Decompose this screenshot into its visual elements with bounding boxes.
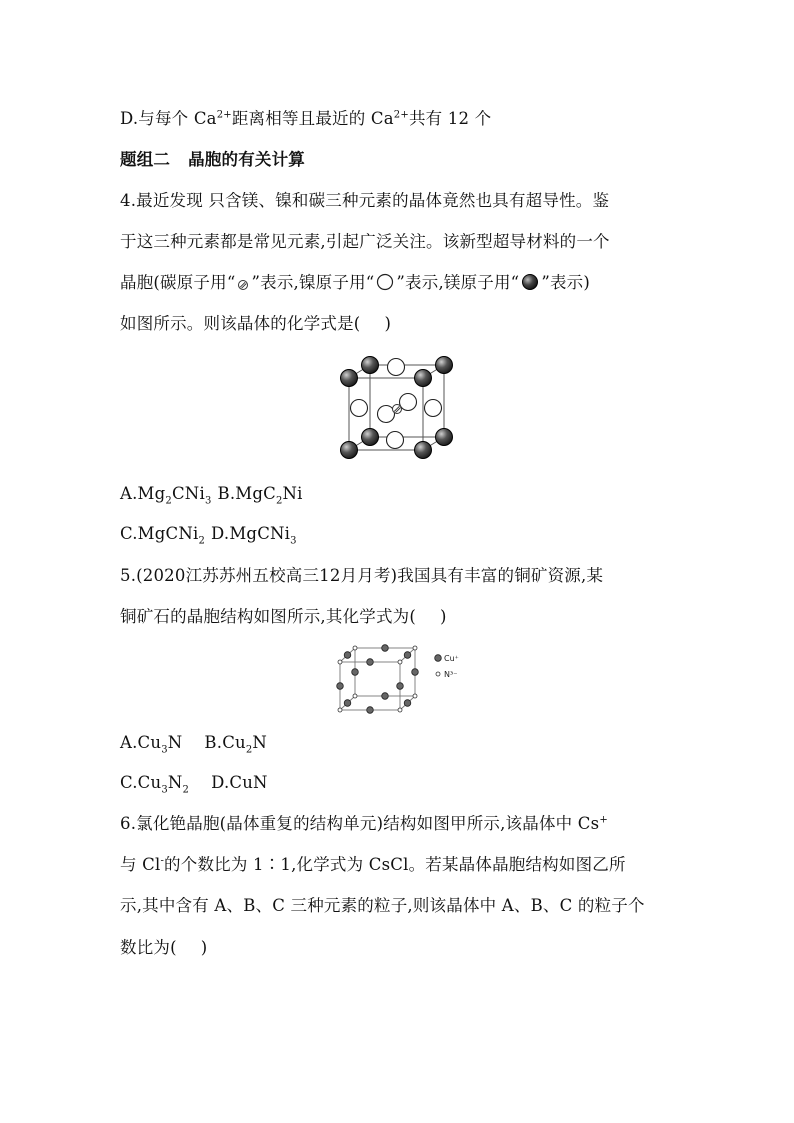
q4-options-cd: [120, 523, 680, 545]
n-ion: [413, 646, 417, 650]
mg-atom-corner: [436, 357, 453, 374]
ni-atom-front: [378, 406, 395, 423]
cu-ion: [367, 707, 374, 714]
cu-ion: [337, 683, 344, 690]
ni-atom-bottom: [387, 432, 404, 449]
n-ion: [413, 694, 417, 698]
mg-atom-corner: [341, 370, 358, 387]
q4-options-ab: [120, 483, 680, 505]
n-ion: [338, 660, 342, 664]
n-ion: [398, 660, 402, 664]
q4-unit-cell-figure: [334, 352, 464, 464]
cu-ion: [404, 652, 411, 659]
q6-line-4: 数比为( ): [120, 938, 208, 957]
q5-line-1: 5.(2020江苏苏州五校高三12月月考)我国具有丰富的铜矿资源,某: [120, 566, 604, 585]
ni-atom-top: [388, 359, 405, 376]
q6-line-2: 与 Cl-的个数比为 1∶1,化学式为 CsCl。若某晶体晶胞结构如图乙所: [120, 855, 626, 874]
cu-ion: [344, 700, 351, 707]
mg-atom-corner: [415, 370, 432, 387]
q5-option-c: $C.Cu_3N_2$: [120, 773, 190, 796]
q4-line-3: 晶胞(碳原子用“ ”表示,镍原子用“ ”表示,镁原子用“ ”表示): [120, 273, 591, 292]
q4-line-2: 于这三种元素都是常见元素,引起广泛关注。该新型超导材料的一个: [120, 232, 610, 251]
cu-ion: [367, 659, 374, 666]
mg-atom-corner: [362, 357, 379, 374]
q4-option-c: C.MgCNi$_2$: [120, 524, 206, 547]
q5-option-a: $A.Cu_3N$: [120, 733, 183, 756]
nickel-atom-icon: [376, 273, 394, 291]
cu-ion: [404, 700, 411, 707]
cu-legend-marker: [435, 655, 442, 662]
cu-legend-label: Cu⁺: [444, 654, 459, 663]
q4-option-b: B.MgC$_2$Ni: [217, 484, 303, 507]
cu-ion: [382, 645, 389, 652]
q5-option-b: $B.Cu_2N$: [204, 733, 268, 756]
q5-line-2: 铜矿石的晶胞结构如图所示,其化学式为( ): [120, 607, 447, 626]
mg-atom-corner: [415, 442, 432, 459]
q5-legend: [435, 654, 459, 679]
ni-atom-back: [400, 394, 417, 411]
n-ion: [353, 646, 357, 650]
mg-atom-corner: [362, 429, 379, 446]
q5-unit-cell-figure: [332, 643, 468, 715]
q5-options-cd: [120, 772, 680, 794]
q5-option-d: D.CuN: [211, 773, 268, 792]
q3-option-d: D.与每个 $Ca^{2+}$距离相等且最近的 $Ca^{2+}$共有 12 个: [120, 109, 492, 128]
ni-atom-left: [351, 400, 368, 417]
q6-line-1: 6.氯化铯晶胞(晶体重复的结构单元)结构如图甲所示,该晶体中 Cs+: [120, 814, 608, 833]
magnesium-atom-icon: [521, 273, 539, 291]
cu-ion: [344, 652, 351, 659]
section-heading: 题组二 晶胞的有关计算: [120, 150, 306, 169]
cu-ion: [412, 669, 419, 676]
n-legend-marker: [436, 672, 440, 676]
mg-atom-corner: [436, 429, 453, 446]
q6-line-3: 示,其中含有 A、B、C 三种元素的粒子,则该晶体中 A、B、C 的粒子个: [120, 896, 645, 915]
cu-ion: [382, 693, 389, 700]
ni-atom-right: [425, 400, 442, 417]
carbon-atom-icon: [237, 279, 249, 291]
q4-option-d: D.MgCNi$_3$: [211, 524, 297, 547]
n-ion: [338, 708, 342, 712]
c-atom-center: [393, 405, 402, 414]
q4-line-4: 如图所示。则该晶体的化学式是( ): [120, 314, 392, 333]
n-ion: [398, 708, 402, 712]
cu-ion: [397, 683, 404, 690]
q4-line-1: 4.最近发现 只含镁、镍和碳三种元素的晶体竟然也具有超导性。鉴: [120, 191, 610, 210]
cu-ion: [352, 669, 359, 676]
mg-atom-corner: [341, 442, 358, 459]
n-legend-label: N³⁻: [444, 670, 458, 679]
q5-options-ab: [120, 732, 680, 754]
q4-option-a: $A.Mg_2CNi_3$: [120, 484, 212, 507]
n-ion: [353, 694, 357, 698]
